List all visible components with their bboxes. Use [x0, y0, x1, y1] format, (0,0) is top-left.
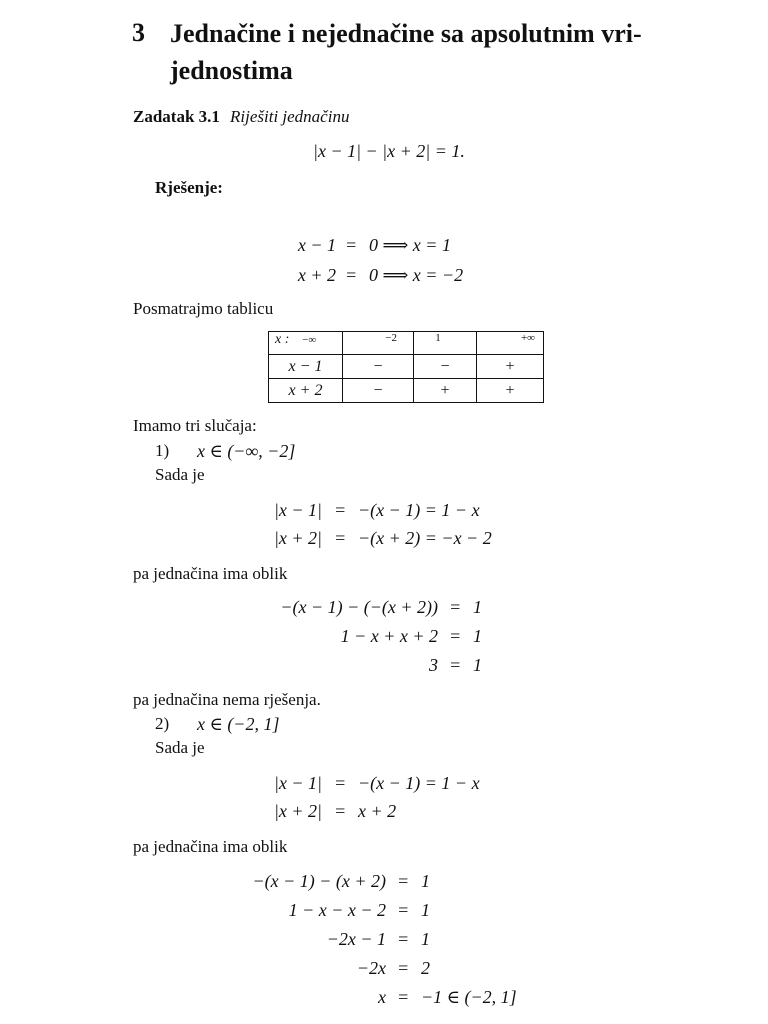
case1-step1-lhs: −(x − 1) − (−(x + 2)) — [280, 597, 438, 617]
case1-step3-lhs: 3 — [429, 655, 438, 675]
case2-abs2-rel: = — [334, 801, 347, 821]
sign-table-header-pos-inf: +∞ — [477, 332, 544, 355]
sign-table-row-label: x + 2 — [269, 379, 343, 403]
case1-sada: Sada je — [155, 465, 205, 484]
case2-sada: Sada je — [155, 738, 205, 757]
root-2-rel: = — [345, 265, 358, 285]
task-label: Zadatak 3.1 — [133, 107, 220, 126]
root-1-rel: = — [345, 235, 358, 255]
case2-abs1-lhs: |x − 1| — [273, 773, 322, 793]
root-2-lhs: x + 2 — [297, 265, 336, 285]
sign-table-neg-inf: −∞ — [302, 334, 317, 346]
case2-step3-rel: = — [397, 929, 410, 949]
case1-step3-rhs: 1 — [473, 655, 482, 675]
case2-step3-rhs: 1 — [421, 929, 430, 949]
case2-step1-rhs: 1 — [421, 871, 430, 891]
section-title-line1: Jednačine i nejednačine sa apsolutnim vri- — [170, 19, 642, 48]
sign-table-header-x — [269, 332, 343, 355]
case2-abs2-rhs: x + 2 — [358, 801, 397, 821]
case1-abs2-rel: = — [334, 528, 347, 548]
sign-table — [268, 331, 544, 403]
case2-interval: x ∈ (−2, 1] — [197, 714, 280, 734]
case1-conclusion: pa jednačina nema rješenja. — [133, 690, 321, 709]
case1-abs2-rhs: −(x + 2) = −x − 2 — [358, 528, 492, 548]
case1-abs1-rel: = — [334, 500, 347, 520]
case2-number: 2) — [155, 714, 170, 733]
case1-step2-lhs: 1 − x + x + 2 — [340, 626, 438, 646]
sign-table-cell: − — [343, 355, 414, 379]
cases-intro: Imamo tri slučaja: — [133, 416, 257, 435]
case2-step5-lhs: x — [378, 987, 386, 1007]
sign-table-cell: + — [477, 379, 544, 403]
solution-label: Rješenje: — [155, 178, 223, 197]
case1-form-text: pa jednačina ima oblik — [133, 564, 288, 583]
sign-table-cell: − — [414, 355, 477, 379]
sign-table-row — [269, 355, 544, 379]
case1-abs2-lhs: |x + 2| — [273, 528, 322, 548]
case2-abs1-rhs: −(x − 1) = 1 − x — [358, 773, 480, 793]
root-1-lhs: x − 1 — [297, 235, 336, 255]
sign-table-cell: + — [414, 379, 477, 403]
sign-table-cell: − — [343, 379, 414, 403]
case1-interval: x ∈ (−∞, −2] — [197, 441, 296, 461]
sign-table-header-minus2: −2 — [343, 332, 414, 355]
case1-abs1-rhs: −(x − 1) = 1 − x — [358, 500, 480, 520]
case2-abs2-lhs: |x + 2| — [273, 801, 322, 821]
case2-abs1-rel: = — [334, 773, 347, 793]
case2-step4-rhs: 2 — [421, 958, 430, 978]
case2-step4-lhs: −2x — [356, 958, 386, 978]
sign-table-header-row — [269, 332, 544, 355]
section-title-line2: jednostima — [170, 56, 293, 85]
case2-step2-rhs: 1 — [421, 900, 430, 920]
sign-table-row — [269, 379, 544, 403]
task-equation: |x − 1| − |x + 2| = 1. — [313, 141, 465, 161]
case1-step1-rhs: 1 — [473, 597, 482, 617]
case1-step2-rel: = — [449, 626, 462, 646]
case2-step2-lhs: 1 − x − x − 2 — [288, 900, 386, 920]
case1-step2-rhs: 1 — [473, 626, 482, 646]
table-intro: Posmatrajmo tablicu — [133, 299, 274, 318]
sign-table-cell: + — [477, 355, 544, 379]
section-number: 3 — [132, 18, 145, 47]
case2-form-text: pa jednačina ima oblik — [133, 837, 288, 856]
case2-step5-rhs: −1 ∈ (−2, 1] — [421, 987, 517, 1007]
root-1-rhs: 0 ⟹ x = 1 — [369, 235, 451, 255]
case1-number: 1) — [155, 441, 170, 460]
case1-step3-rel: = — [449, 655, 462, 675]
sign-table-header-1: 1 — [414, 332, 477, 355]
sign-table-row-label: x − 1 — [269, 355, 343, 379]
task-instruction: Riješiti jednačinu — [230, 107, 350, 126]
case2-step4-rel: = — [397, 958, 410, 978]
case2-step2-rel: = — [397, 900, 410, 920]
case1-step1-rel: = — [449, 597, 462, 617]
case2-step1-lhs: −(x − 1) − (x + 2) — [252, 871, 386, 891]
case2-step5-rel: = — [397, 987, 410, 1007]
root-2-rhs: 0 ⟹ x = −2 — [369, 265, 464, 285]
case2-step3-lhs: −2x − 1 — [326, 929, 386, 949]
case2-step1-rel: = — [397, 871, 410, 891]
case1-abs1-lhs: |x − 1| — [273, 500, 322, 520]
sign-table-x-label: x : — [275, 332, 290, 347]
